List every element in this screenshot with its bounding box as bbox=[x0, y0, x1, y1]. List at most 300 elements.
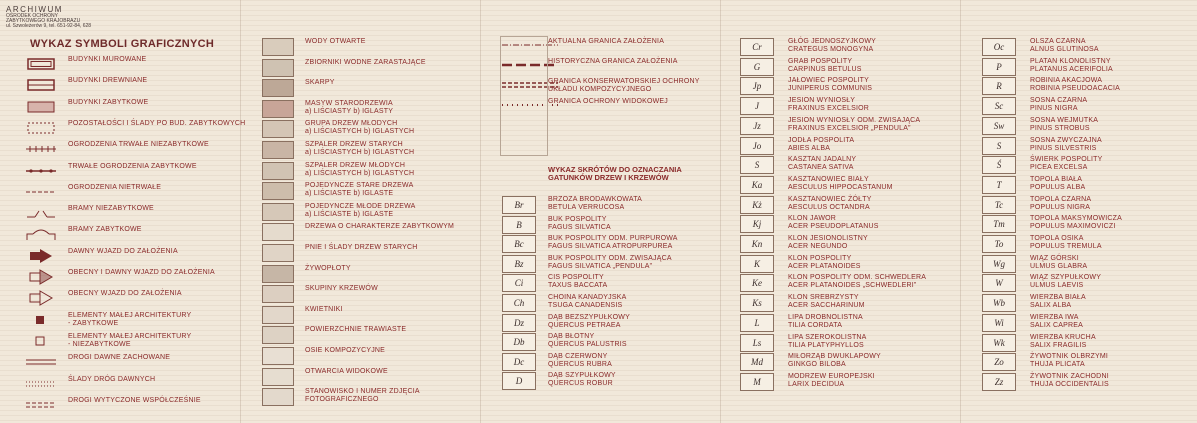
label-line: SZPALER DRZEW STARYCH bbox=[305, 141, 403, 148]
label-line: ŻYWOPŁOTY bbox=[305, 264, 351, 272]
species-code: Md bbox=[740, 353, 774, 371]
species-code: Ke bbox=[740, 274, 774, 292]
row-label bbox=[68, 99, 148, 107]
label-line: PINUS STROBUS bbox=[1030, 124, 1090, 132]
map-symbol bbox=[262, 326, 294, 344]
label-line: OBECNY WJAZD DO ZAŁOŻENIA bbox=[68, 290, 182, 298]
species-code: L bbox=[740, 314, 774, 332]
row-label bbox=[1030, 58, 1113, 74]
label-line: a) LIŚCIASTE b) IGLASTE bbox=[305, 190, 394, 198]
label-line: a) LIŚCIASTYCH b) IGLASTYCH bbox=[305, 169, 415, 177]
label-line: - NIEZABYTKOWE bbox=[68, 340, 131, 348]
abbreviations-header-line: GATUNKÓW DRZEW I KRZEWÓW bbox=[548, 173, 669, 182]
row-label bbox=[548, 98, 668, 106]
row-label bbox=[548, 294, 626, 310]
label-line: ŻYWOTNIK OLBRZYMI bbox=[1030, 353, 1109, 361]
label-line: FRAXINUS EXCELSIOR bbox=[788, 105, 870, 113]
label-line: GINKGO BILOBA bbox=[788, 361, 846, 369]
label-line: KASZTANOWIEC BIAŁY bbox=[788, 175, 869, 183]
label-line: TSUGA CANADENSIS bbox=[548, 302, 623, 309]
label-line: POPULUS MAXIMOVICZI bbox=[1030, 223, 1116, 231]
row-label bbox=[305, 285, 378, 293]
label-line: PNIE I ŚLADY DRZEW STARYCH bbox=[305, 244, 418, 251]
label-line: POWIERZCHNIE TRAWIASTE bbox=[305, 326, 407, 334]
boundary-frame bbox=[500, 36, 548, 156]
row-label bbox=[788, 294, 865, 310]
species-code: W bbox=[982, 274, 1016, 292]
row-label bbox=[1030, 235, 1102, 251]
rect-outline-symbol bbox=[24, 56, 56, 72]
species-code: Ci bbox=[502, 274, 536, 292]
label-line: GRANICA KONSERWATORSKIEJ OCHRONY bbox=[548, 78, 700, 85]
row-label bbox=[305, 265, 351, 273]
label-line: SOSNA WEJMUTKA bbox=[1030, 116, 1099, 124]
species-code: K bbox=[740, 255, 774, 273]
map-symbol bbox=[262, 59, 294, 77]
row-label bbox=[68, 205, 154, 213]
abbreviations-header-line: WYKAZ SKRÓTÓW DO OZNACZANIA bbox=[548, 165, 682, 174]
archive-stamp bbox=[6, 6, 91, 29]
row-label bbox=[68, 269, 215, 277]
species-code: Tc bbox=[982, 196, 1016, 214]
label-line: FAGUS SILVATICA ATROPURPUREA bbox=[548, 243, 673, 251]
row-label bbox=[68, 290, 182, 298]
label-line: DĄB CZERWONY bbox=[548, 352, 608, 360]
label-line: JESION WYNIOSŁY ODM. ZWISAJĄCA bbox=[788, 116, 921, 124]
row-label bbox=[788, 215, 879, 231]
row-label bbox=[305, 38, 366, 46]
row-label bbox=[1030, 77, 1120, 93]
label-line: THUJA PLICATA bbox=[1030, 361, 1085, 369]
label-line: TOPOLA OSIKA bbox=[1030, 235, 1084, 242]
label-line: STANOWISKO I NUMER ZDJĘCIA bbox=[305, 388, 420, 396]
row-label bbox=[548, 78, 700, 94]
label-line: TOPOLA MAKSYMOWICZA bbox=[1030, 215, 1122, 223]
row-label bbox=[788, 58, 862, 74]
stamp-line: OŚRODEK OCHRONY bbox=[6, 13, 58, 19]
label-line: SALIX ALBA bbox=[1030, 302, 1072, 310]
row-label bbox=[1030, 117, 1098, 133]
row-label bbox=[548, 353, 612, 369]
map-symbol bbox=[262, 120, 294, 138]
map-symbol bbox=[262, 79, 294, 97]
label-line: ZBIORNIKI WODNE ZARASTAJĄCE bbox=[305, 58, 426, 66]
row-label bbox=[68, 354, 170, 362]
species-code: T bbox=[982, 176, 1016, 194]
species-code: Jp bbox=[740, 77, 774, 95]
species-code: Kż bbox=[740, 196, 774, 214]
label-line: MODRZEW EUROPEJSKI bbox=[788, 372, 875, 380]
species-code: S bbox=[740, 156, 774, 174]
row-label bbox=[305, 306, 343, 314]
row-label bbox=[788, 77, 872, 93]
label-line: DROGI DAWNE ZACHOWANE bbox=[68, 354, 171, 362]
row-label bbox=[305, 59, 426, 67]
label-line: WODY OTWARTE bbox=[305, 38, 366, 45]
label-line: JODŁA POSPOLITA bbox=[788, 136, 855, 144]
label-line: AESCULUS OCTANDRA bbox=[788, 203, 870, 211]
label-line: BUK POSPOLITY ODM. PURPUROWA bbox=[548, 235, 678, 243]
species-code: Kj bbox=[740, 215, 774, 233]
gate-open-symbol bbox=[24, 205, 56, 221]
label-line: a) LIŚCIASTYCH b) IGLASTYCH bbox=[305, 149, 415, 156]
species-code: Cr bbox=[740, 38, 774, 56]
row-label bbox=[305, 347, 385, 355]
rect-striped-symbol bbox=[24, 77, 56, 93]
row-label bbox=[305, 182, 413, 198]
row-label bbox=[305, 244, 418, 252]
label-line: LARIX DECIDUA bbox=[788, 380, 845, 388]
label-line: PLATAN KLONOLISTNY bbox=[1030, 57, 1111, 65]
label-line: - ZABYTKOWE bbox=[68, 319, 119, 327]
row-label bbox=[548, 235, 678, 251]
row-label bbox=[548, 196, 642, 212]
row-label bbox=[68, 141, 209, 149]
label-line: DAWNY WJAZD DO ZAŁOŻENIA bbox=[68, 247, 178, 255]
label-line: JUNIPERUS COMMUNIS bbox=[788, 85, 873, 93]
row-label bbox=[548, 333, 627, 349]
label-line: ELEMENTY MAŁEJ ARCHITEKTURY bbox=[68, 311, 192, 319]
map-symbol bbox=[262, 306, 294, 324]
label-line: BRZOZA BRODAWKOWATA bbox=[548, 196, 643, 203]
species-code: Oc bbox=[982, 38, 1016, 56]
row-label bbox=[1030, 353, 1108, 369]
label-line: GŁÓG JEDNOSZYJKOWY bbox=[788, 38, 876, 45]
row-label bbox=[1030, 215, 1122, 231]
label-line: BRAMY ZABYTKOWE bbox=[68, 226, 142, 234]
label-line: a) LIŚCIASTE b) IGLASTE bbox=[305, 210, 394, 218]
row-label bbox=[305, 203, 416, 219]
label-line: KLON JAWOR bbox=[788, 215, 837, 223]
label-line: a) LIŚCIASTYCH b) IGLASTYCH bbox=[305, 128, 415, 136]
label-line: POPULUS ALBA bbox=[1030, 183, 1086, 191]
row-label bbox=[68, 163, 197, 171]
label-line: OGRODZENIA TRWAŁE NIEZABYTKOWE bbox=[68, 141, 209, 149]
label-line: FAGUS SILVATICA bbox=[548, 223, 611, 231]
label-line: KASZTANOWIEC ŻÓŁTY bbox=[788, 195, 872, 203]
label-line: MIŁORZĄB DWUKLAPOWY bbox=[788, 353, 881, 361]
map-symbol bbox=[262, 368, 294, 386]
row-label bbox=[305, 223, 454, 231]
label-line: JAŁOWIEC POSPOLITY bbox=[788, 77, 870, 85]
row-label bbox=[1030, 196, 1091, 212]
label-line: BUDYNKI ZABYTKOWE bbox=[68, 98, 149, 106]
road-solid-symbol bbox=[24, 354, 56, 370]
label-line: TAXUS BACCATA bbox=[548, 282, 608, 290]
label-line: PINUS NIGRA bbox=[1030, 105, 1078, 113]
square-solid-symbol bbox=[24, 312, 56, 328]
label-line: HISTORYCZNA GRANICA ZAŁOŻENIA bbox=[548, 58, 678, 65]
label-line: ACER SACCHARINUM bbox=[788, 302, 865, 310]
fold-line bbox=[720, 0, 721, 423]
map-symbol bbox=[262, 162, 294, 180]
label-line: MASYW STARODRZEWIA bbox=[305, 99, 393, 107]
label-line: LIPA DROBNOLISTNA bbox=[788, 313, 863, 321]
label-line: ULMUS LAEVIS bbox=[1030, 282, 1084, 290]
row-label bbox=[788, 314, 863, 330]
label-line: PINUS SILVESTRIS bbox=[1030, 144, 1097, 152]
map-symbol bbox=[262, 203, 294, 221]
row-label bbox=[788, 353, 881, 369]
row-label bbox=[1030, 255, 1087, 271]
species-code: Zz bbox=[982, 373, 1016, 391]
species-code: S bbox=[982, 137, 1016, 155]
row-label bbox=[788, 196, 872, 212]
label-line: JESION WYNIOSŁY bbox=[788, 97, 856, 105]
label-line: SALIX FRAGILIS bbox=[1030, 341, 1087, 349]
label-line: QUERCUS PALUSTRIS bbox=[548, 341, 627, 349]
row-label bbox=[548, 274, 607, 290]
species-code: Jo bbox=[740, 137, 774, 155]
label-line: SKARPY bbox=[305, 79, 335, 87]
map-symbol bbox=[262, 100, 294, 118]
label-line: TILIA PLATYPHYLLOS bbox=[788, 341, 864, 349]
label-line: GRANICA OCHRONY WIDOKOWEJ bbox=[548, 98, 668, 105]
row-label bbox=[68, 226, 142, 234]
label-line: THUJA OCCIDENTALIS bbox=[1030, 380, 1109, 388]
row-label bbox=[788, 373, 875, 389]
label-line: ROBINIA AKACJOWA bbox=[1030, 77, 1103, 85]
row-label bbox=[548, 372, 616, 388]
species-code: Bc bbox=[502, 235, 536, 253]
species-code: Ks bbox=[740, 294, 774, 312]
label-line: CIS POSPOLITY bbox=[548, 274, 604, 282]
label-line: GRAB POSPOLITY bbox=[788, 57, 853, 65]
line-dots-symbol bbox=[24, 163, 56, 179]
label-line: ROBINIA PSEUDOACACIA bbox=[1030, 85, 1120, 93]
page-title: WYKAZ SYMBOLI GRAFICZNYCH bbox=[30, 38, 215, 50]
label-line: POJEDYNCZE MŁODE DRZEWA bbox=[305, 202, 416, 210]
species-code: J bbox=[740, 97, 774, 115]
square-outline-symbol bbox=[24, 333, 56, 349]
row-label bbox=[548, 216, 611, 232]
line-dashed-symbol bbox=[24, 184, 56, 200]
species-code: B bbox=[502, 216, 536, 234]
map-symbol bbox=[262, 182, 294, 200]
species-code: Ka bbox=[740, 176, 774, 194]
label-line: LIPA SZEROKOLISTNA bbox=[788, 333, 867, 341]
label-line: SZPALER DRZEW MŁODYCH bbox=[305, 161, 406, 169]
label-line: ABIES ALBA bbox=[788, 144, 831, 152]
row-label bbox=[68, 312, 191, 328]
label-line: POPULUS TREMULA bbox=[1030, 243, 1102, 250]
map-symbol bbox=[262, 265, 294, 283]
row-label bbox=[788, 38, 876, 54]
species-code: Wi bbox=[982, 314, 1016, 332]
label-line: WIERZBA BIAŁA bbox=[1030, 294, 1086, 302]
stamp-line: ul. Szwoleżerów 9, tel. 651-92-84, 628 bbox=[6, 23, 92, 29]
species-code: P bbox=[982, 58, 1016, 76]
label-line: POZOSTAŁOŚCI I ŚLADY PO BUD. ZABYTKOWYCH bbox=[68, 119, 246, 127]
label-line: BUDYNKI DREWNIANE bbox=[68, 77, 148, 85]
label-line: ULMUS GLABRA bbox=[1030, 262, 1088, 270]
label-line: QUERCUS ROBUR bbox=[548, 380, 613, 388]
label-line: ALNUS GLUTINOSA bbox=[1030, 46, 1099, 53]
species-code: Wb bbox=[982, 294, 1016, 312]
label-line: PLATANUS ACERIFOLIA bbox=[1030, 65, 1113, 73]
row-label bbox=[305, 141, 414, 157]
row-label bbox=[548, 255, 672, 271]
row-label bbox=[1030, 274, 1101, 290]
map-symbol bbox=[262, 141, 294, 159]
label-line: TILIA CORDATA bbox=[788, 321, 843, 329]
label-line: SALIX CAPREA bbox=[1030, 321, 1083, 329]
stamp-line: ARCHIWUM bbox=[6, 5, 63, 14]
row-label bbox=[788, 235, 868, 251]
road-dashed-symbol bbox=[24, 397, 56, 413]
label-line: KLON SREBRZYSTY bbox=[788, 294, 859, 302]
row-label bbox=[788, 117, 920, 133]
row-label bbox=[68, 376, 155, 384]
row-label bbox=[1030, 97, 1087, 113]
row-label bbox=[1030, 314, 1083, 330]
species-code: Jz bbox=[740, 117, 774, 135]
row-label bbox=[788, 156, 856, 172]
species-code: Kn bbox=[740, 235, 774, 253]
species-code: To bbox=[982, 235, 1016, 253]
map-symbol bbox=[262, 223, 294, 241]
label-line: DROGI WYTYCZONE WSPÓŁCZEŚNIE bbox=[68, 396, 201, 404]
label-line: UKŁADU KOMPOZYCYJNEGO bbox=[548, 86, 652, 93]
label-line: ACER NEGUNDO bbox=[788, 243, 848, 250]
label-line: OTWARCIA WIDOKOWE bbox=[305, 367, 388, 375]
label-line: ACER PLATANOIDES „SCHWEDLERI” bbox=[788, 282, 917, 290]
arrow-half-symbol bbox=[24, 269, 56, 285]
label-line: POPULUS NIGRA bbox=[1030, 203, 1091, 211]
label-line: CARPINUS BETULUS bbox=[788, 65, 862, 73]
label-line: ELEMENTY MAŁEJ ARCHITEKTURY bbox=[68, 332, 192, 340]
row-label bbox=[548, 58, 678, 66]
label-line: OGRODZENIA NIETRWAŁE bbox=[68, 183, 162, 191]
label-line: TOPOLA BIAŁA bbox=[1030, 175, 1083, 183]
label-line: SKUPINY KRZEWÓW bbox=[305, 285, 378, 293]
row-label bbox=[305, 120, 414, 136]
species-code: D bbox=[502, 372, 536, 390]
label-line: a) LIŚCIASTY b) IGLASTY bbox=[305, 107, 394, 115]
species-code: Db bbox=[502, 333, 536, 351]
fold-line bbox=[240, 0, 241, 423]
label-line: ŚWIERK POSPOLITY bbox=[1030, 156, 1103, 164]
stamp-line: ZABYTKOWEGO KRAJOBRAZU bbox=[6, 18, 81, 24]
label-line: FOTOGRAFICZNEGO bbox=[305, 396, 379, 404]
label-line: TOPOLA CZARNA bbox=[1030, 195, 1092, 203]
label-line: DĄB BŁOTNY bbox=[548, 333, 595, 341]
gate-arch-symbol bbox=[24, 226, 56, 242]
row-label bbox=[305, 79, 335, 87]
species-code: Sc bbox=[982, 97, 1016, 115]
label-line: OSIE KOMPOZYCYJNE bbox=[305, 347, 386, 354]
species-code: M bbox=[740, 373, 774, 391]
label-line: TRWAŁE OGRODZENIA ZABYTKOWE bbox=[68, 162, 197, 170]
label-line: QUERCUS PETRAEA bbox=[548, 321, 621, 329]
row-label bbox=[68, 333, 191, 349]
row-label bbox=[788, 137, 854, 153]
arrow-solid-symbol bbox=[24, 248, 56, 264]
species-code: Ch bbox=[502, 294, 536, 312]
abbreviations-header bbox=[548, 166, 682, 182]
label-line: WIERZBA KRUCHA bbox=[1030, 333, 1096, 341]
map-symbol bbox=[262, 38, 294, 56]
rect-dashed-symbol bbox=[24, 120, 56, 136]
row-label bbox=[68, 77, 147, 85]
row-label bbox=[1030, 137, 1102, 153]
label-line: WIĄZ GÓRSKI bbox=[1030, 254, 1079, 262]
label-line: AKTUALNA GRANICA ZAŁOŻENIA bbox=[548, 38, 665, 45]
label-line: OLSZA CZARNA bbox=[1030, 38, 1086, 45]
label-line: BUDYNKI MUROWANE bbox=[68, 56, 147, 63]
map-symbol bbox=[262, 347, 294, 365]
row-label bbox=[1030, 294, 1086, 310]
label-line: CHOINA KANADYJSKA bbox=[548, 294, 627, 301]
label-line: ACER PSEUDOPLATANUS bbox=[788, 223, 879, 231]
species-code: Wg bbox=[982, 255, 1016, 273]
label-line: GRUPA DRZEW MŁODYCH bbox=[305, 120, 398, 128]
row-label bbox=[68, 56, 146, 64]
row-label bbox=[68, 184, 161, 192]
label-line: OBECNY I DAWNY WJAZD DO ZAŁOŻENIA bbox=[68, 269, 215, 276]
label-line: DĄB SZYPUŁKOWY bbox=[548, 372, 616, 380]
label-line: FAGUS SILVATICA „PENDULA” bbox=[548, 262, 653, 270]
row-label bbox=[788, 255, 861, 271]
label-line: SOSNA CZARNA bbox=[1030, 97, 1088, 105]
row-label bbox=[305, 368, 388, 376]
row-label bbox=[1030, 156, 1102, 172]
label-line: BRAMY NIEZABYTKOWE bbox=[68, 205, 154, 213]
species-code: R bbox=[982, 77, 1016, 95]
row-label bbox=[788, 274, 926, 290]
species-code: Dc bbox=[502, 353, 536, 371]
label-line: ŻYWOTNIK ZACHODNI bbox=[1030, 372, 1109, 380]
label-line: KLON POSPOLITY ODM. SCHWEDLERA bbox=[788, 274, 927, 282]
species-code: Zo bbox=[982, 353, 1016, 371]
species-code: Br bbox=[502, 196, 536, 214]
row-label bbox=[305, 100, 393, 116]
row-label bbox=[68, 248, 178, 256]
row-label bbox=[1030, 38, 1099, 54]
fold-line bbox=[480, 0, 481, 423]
label-line: SOSNA ZWYCZAJNA bbox=[1030, 136, 1102, 144]
label-line: AESCULUS HIPPOCASTANUM bbox=[788, 183, 893, 191]
map-symbol bbox=[262, 388, 294, 406]
species-code: Bz bbox=[502, 255, 536, 273]
label-line: POJEDYNCZE STARE DRZEWA bbox=[305, 182, 414, 190]
label-line: PICEA EXCELSA bbox=[1030, 164, 1088, 172]
map-symbol bbox=[262, 285, 294, 303]
label-line: QUERCUS RUBRA bbox=[548, 360, 613, 368]
label-line: CASTANEA SATIVA bbox=[788, 164, 854, 172]
label-line: BETULA VERRUCOSA bbox=[548, 204, 625, 211]
row-label bbox=[305, 326, 406, 334]
row-label bbox=[1030, 373, 1109, 389]
fold-line bbox=[960, 0, 961, 423]
label-line: KLON POSPOLITY bbox=[788, 254, 852, 262]
row-label bbox=[305, 388, 420, 404]
label-line: ACER PLATANOIDES bbox=[788, 262, 861, 270]
road-dotted-symbol bbox=[24, 376, 56, 392]
label-line: KWIETNIKI bbox=[305, 305, 343, 313]
row-label bbox=[1030, 176, 1085, 192]
row-label bbox=[305, 162, 414, 178]
species-code: Dz bbox=[502, 314, 536, 332]
label-line: FRAXINUS EXCELSIOR „PENDULA” bbox=[788, 124, 911, 132]
label-line: WIERZBA IWA bbox=[1030, 313, 1079, 321]
map-symbol bbox=[262, 244, 294, 262]
label-line: KLON JESIONOLISTNY bbox=[788, 235, 868, 242]
line-ticks-symbol bbox=[24, 141, 56, 157]
species-code: Ś bbox=[982, 156, 1016, 174]
rect-hatched-symbol bbox=[24, 99, 56, 115]
species-code: Sw bbox=[982, 117, 1016, 135]
